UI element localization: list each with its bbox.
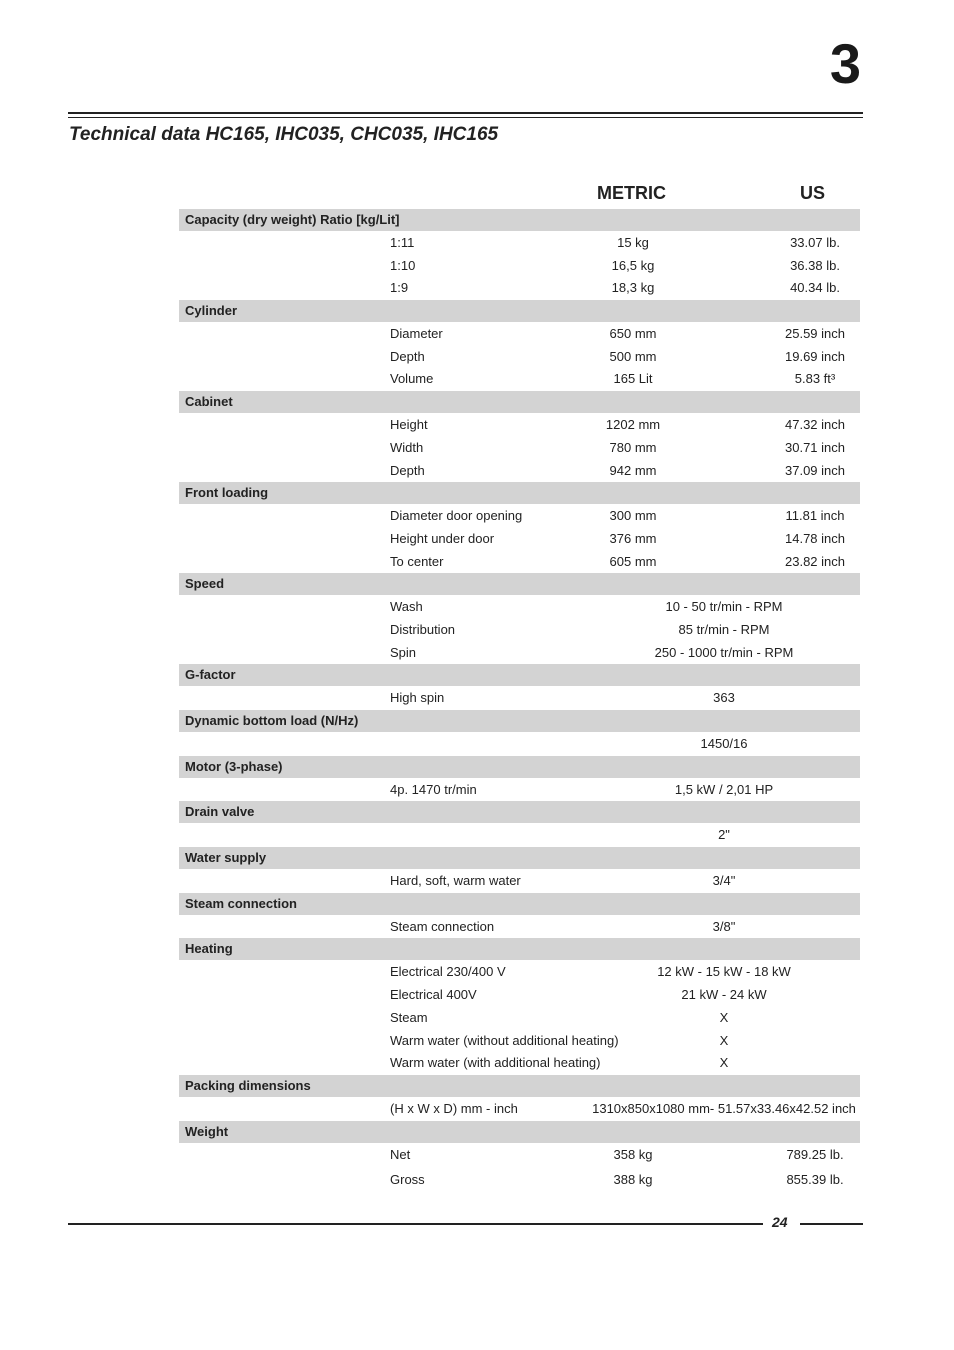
section-header: Cabinet [179,391,860,413]
row-label: Height [390,417,428,433]
section-header: Cylinder [179,300,860,322]
section-header: Steam connection [179,893,860,915]
row-value: 85 tr/min - RPM [678,621,770,637]
us-value: 47.32 inch [785,417,845,433]
metric-value: 376 mm [609,530,657,546]
metric-value: 16,5 kg [611,257,655,273]
spec-table [179,209,860,1194]
us-value: 40.34 lb. [790,280,840,296]
section-header: Dynamic bottom load (N/Hz) [179,710,860,732]
row-value: 250 - 1000 tr/min - RPM [654,644,794,660]
us-value: 33.07 lb. [790,235,840,250]
section-header: Motor (3-phase) [179,756,860,778]
metric-value: 15 kg [617,235,649,250]
table-row [179,1169,860,1194]
row-label: Wash [390,599,423,615]
column-header-us: US [800,183,826,203]
table-row [179,596,860,619]
table-row [179,368,860,391]
row-label: Depth [390,348,425,364]
us-value: 789.25 lb. [786,1146,844,1162]
row-label: High spin [390,690,445,706]
table-row [179,984,860,1007]
table-row [179,346,860,369]
row-label: Height under door [390,530,495,546]
row-label: Warm water (with additional heating) [390,1055,601,1071]
section-header: Weight [179,1121,860,1143]
row-label: Steam [390,1009,428,1025]
row-label: (H x W x D) mm - inch [390,1100,518,1116]
metric-value: 780 mm [609,439,657,455]
table-row [179,1052,860,1075]
footer-rule [68,1223,763,1225]
us-value: 11.81 inch [785,508,845,524]
footer-rule-right [800,1223,863,1225]
row-label: To center [390,553,444,569]
row-label: Net [390,1146,411,1162]
row-value: 1310x850x1080 mm- 51.57x33.46x42.52 inch [592,1100,856,1116]
table-row [179,916,860,939]
table-row [179,414,860,437]
page-title: Technical data HC165, IHC035, CHC035, IHC165 [69,124,499,145]
row-label: Electrical 400V [390,987,477,1003]
row-value: 1450/16 [700,736,748,751]
chapter-number: 3 [829,32,861,95]
row-value: 12 kW - 15 kW - 18 kW [657,964,791,980]
table-row [179,232,860,255]
us-value: 36.38 lb. [790,257,840,273]
section-header: Capacity (dry weight) Ratio [kg/Lit] [179,209,860,231]
metric-value: 942 mm [609,462,657,478]
table-row [179,824,860,847]
table-row [179,733,860,756]
table-row [179,323,860,346]
row-value: 3/8" [712,918,736,934]
row-label: Diameter [390,326,443,342]
header-rule-thin [68,117,863,118]
us-value: 30.71 inch [785,439,845,455]
row-value: 2" [718,827,730,843]
row-label: Diameter door opening [390,508,523,524]
table-row [179,277,860,300]
row-value: 1,5 kW / 2,01 HP [674,781,774,797]
section-header: Front loading [179,482,860,504]
metric-value: 605 mm [609,553,657,569]
table-row [179,460,860,483]
us-value: 5.83 ft³ [794,371,836,387]
table-row [179,1098,860,1121]
row-value: X [719,1032,729,1048]
row-label: 1:11 [390,235,415,250]
table-row [179,551,860,574]
us-value: 19.69 inch [785,348,845,364]
row-value: 363 [713,690,735,706]
metric-value: 165 Lit [613,371,653,387]
header-rule [68,112,863,114]
row-label: 1:9 [390,280,409,296]
row-label: Steam connection [390,918,495,934]
row-value: X [719,1055,729,1071]
row-label: Distribution [390,621,456,637]
us-value: 855.39 lb. [786,1171,844,1187]
table-row [179,779,860,802]
table-row [179,1030,860,1053]
row-label: Volume [390,371,434,387]
section-header: Water supply [179,847,860,869]
row-label: Width [390,439,424,455]
us-value: 23.82 inch [785,553,845,569]
table-row [179,870,860,893]
row-label: Hard, soft, warm water [390,873,521,889]
row-value: 3/4" [712,873,736,889]
row-label: Gross [390,1171,425,1187]
metric-value: 300 mm [609,508,657,524]
section-header: Speed [179,573,860,595]
metric-value: 358 kg [613,1146,653,1162]
us-value: 25.59 inch [785,326,845,342]
us-value: 14.78 inch [785,530,845,546]
row-value: 21 kW - 24 kW [681,987,767,1003]
table-row [179,505,860,528]
row-label: Depth [390,462,425,478]
section-header: Drain valve [179,801,860,823]
table-row [179,528,860,551]
us-value: 37.09 inch [785,462,845,478]
row-value: X [719,1009,729,1025]
row-label: 4p. 1470 tr/min [390,781,477,797]
row-label: Spin [390,644,417,660]
table-row [179,437,860,460]
row-label: Electrical 230/400 V [390,964,506,980]
table-row [179,619,860,642]
row-label: Warm water (without additional heating) [390,1032,619,1048]
table-row [179,961,860,984]
table-row [179,687,860,710]
section-header: Heating [179,938,860,960]
column-header-metric: METRIC [597,183,666,203]
table-row [179,642,860,665]
metric-value: 500 mm [609,348,657,364]
table-row [179,1144,860,1169]
section-header: G-factor [179,664,860,686]
table-row [179,1007,860,1030]
metric-value: 388 kg [613,1171,653,1187]
row-value: 10 - 50 tr/min - RPM [665,599,783,615]
section-header: Packing dimensions [179,1075,860,1097]
row-label: 1:10 [390,257,416,273]
metric-value: 650 mm [609,326,657,342]
page-number: 24 [772,1214,788,1230]
metric-value: 18,3 kg [611,280,655,296]
table-row [179,255,860,278]
metric-value: 1202 mm [605,417,661,433]
